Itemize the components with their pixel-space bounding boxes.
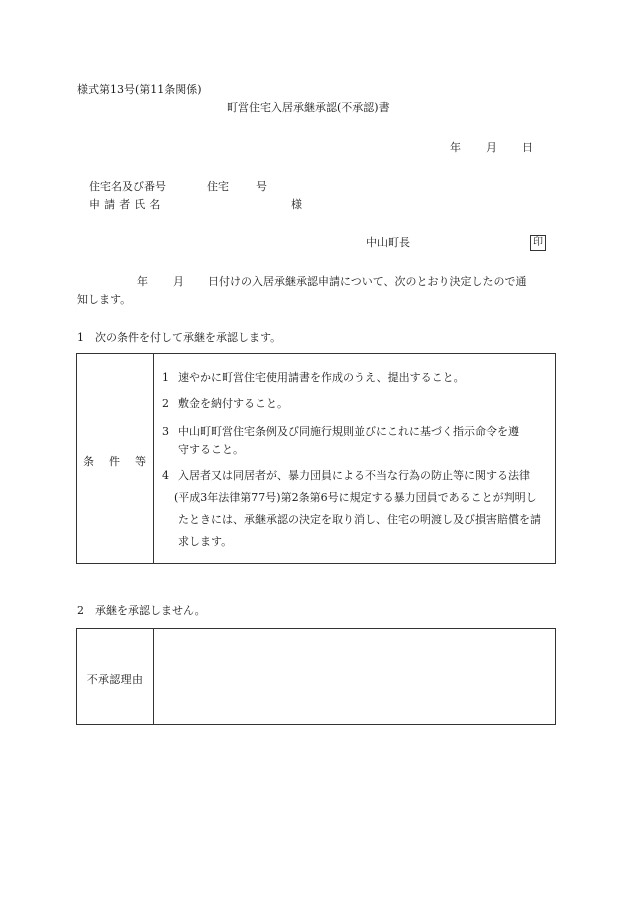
date-day-label: 日 <box>522 141 533 154</box>
applicant-honorific: 様 <box>291 198 302 211</box>
rejection-reason-field[interactable] <box>162 639 545 714</box>
condition-text: 守すること。 <box>178 443 244 456</box>
housing-label: 住宅名及び番号 <box>89 180 166 193</box>
issuer-name: 中山町長 <box>366 236 410 249</box>
conditions-head-char-1: 条 <box>83 455 94 468</box>
rejection-table <box>76 628 556 725</box>
intro-month: 月 <box>173 275 184 288</box>
condition-text: 中山町町営住宅条例及び同施行規則並びにこれに基づく指示命令を遵 <box>178 425 519 438</box>
condition-text: 入居者又は同居者が、暴力団員による不当な行為の防止等に関する法律 <box>178 469 530 482</box>
condition-text: 求します。 <box>178 535 233 548</box>
form-number: 様式第13号(第11条関係) <box>77 83 202 96</box>
condition-text: 敷金を納付すること。 <box>178 397 288 410</box>
seal-mark: 印 <box>530 235 546 251</box>
date-year-label: 年 <box>450 141 461 154</box>
condition-text: 速やかに町営住宅使用請書を作成のうえ、提出すること。 <box>178 371 465 384</box>
condition-text: (平成3年法律第77号)第2条第6号に規定する暴力団員であることが判明し <box>174 491 537 504</box>
section1-heading: 1 次の条件を付して承継を承認します。 <box>77 331 282 344</box>
intro-year: 年 <box>137 275 148 288</box>
condition-text: たときには、承継承認の決定を取り消し、住宅の明渡し及び損害賠償を請 <box>178 513 541 526</box>
conditions-table-header <box>77 354 154 563</box>
applicant-label: 申 請 者 氏 名 <box>89 198 161 211</box>
rejection-reason-label: 不承認理由 <box>86 673 144 686</box>
housing-number-suffix: 号 <box>256 180 267 193</box>
intro-line-2: 知します。 <box>77 293 132 306</box>
conditions-head-char-3: 等 <box>135 455 146 468</box>
conditions-table <box>76 353 556 564</box>
section2-heading: 2 承継を承認しません。 <box>77 604 206 617</box>
condition-number: 1 <box>162 371 169 384</box>
condition-number: 4 <box>162 469 169 482</box>
condition-number: 3 <box>162 425 169 438</box>
document-title: 町営住宅入居承継承認(不承認)書 <box>227 101 390 114</box>
condition-number: 2 <box>162 397 169 410</box>
housing-name-suffix: 住宅 <box>207 180 229 193</box>
intro-line-1: 日付けの入居承継承認申請について、次のとおり決定したので通 <box>208 275 527 288</box>
conditions-head-char-2: 件 <box>109 455 120 468</box>
date-month-label: 月 <box>486 141 497 154</box>
rejection-table-header <box>77 629 154 724</box>
